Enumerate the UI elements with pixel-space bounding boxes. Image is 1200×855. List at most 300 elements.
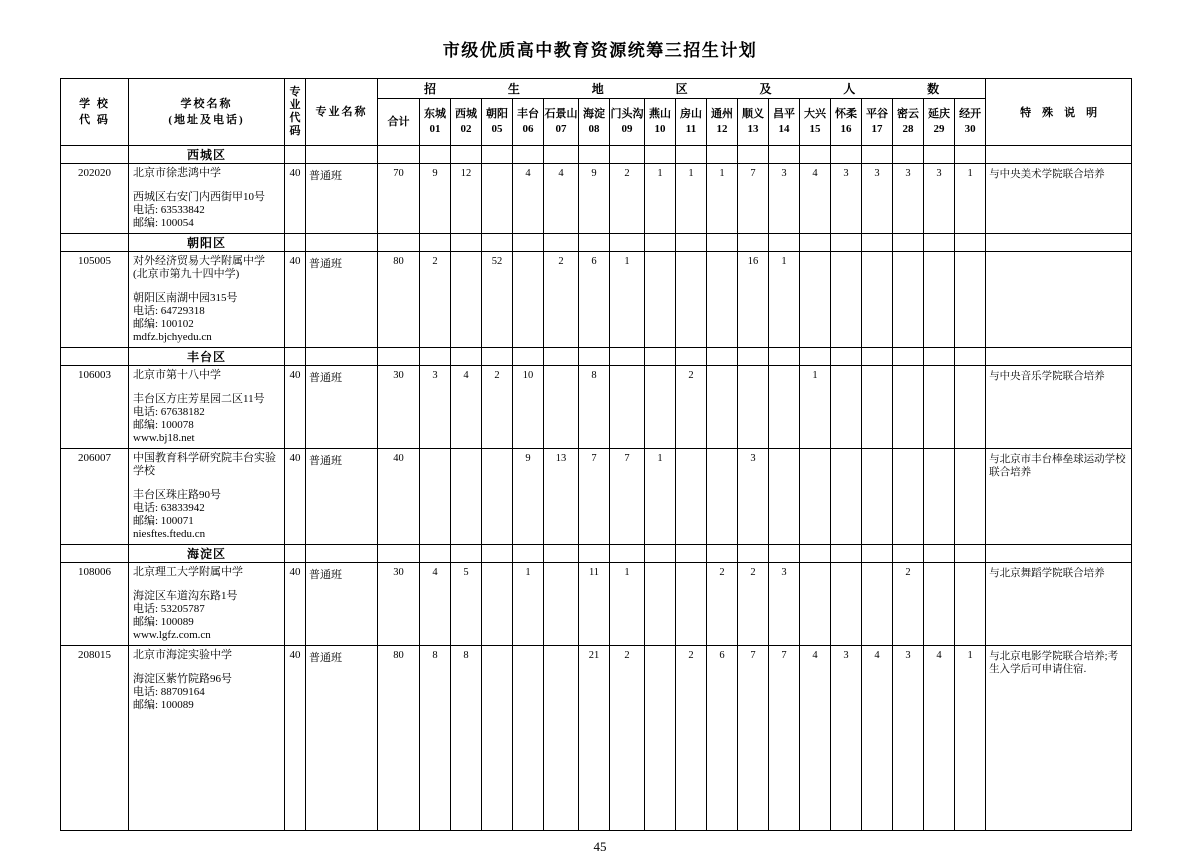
header-district-col <box>482 99 513 146</box>
header-district-col <box>420 99 451 146</box>
enrollment-value-cell: 2 <box>610 164 645 234</box>
enrollment-value-cell <box>610 366 645 449</box>
empty-cell <box>769 545 800 563</box>
enrollment-value-cell: 7 <box>579 449 610 545</box>
region-group-char: 人 <box>843 82 856 96</box>
empty-cell <box>579 545 610 563</box>
district-label: 西城区 <box>129 146 285 164</box>
enrollment-value-cell: 8 <box>451 646 482 831</box>
major-code-cell: 40 <box>285 646 306 831</box>
region-group-char: 生 <box>507 82 520 96</box>
district-col-num: 30 <box>964 123 976 135</box>
empty-cell <box>738 146 769 164</box>
header-school-name-line1: 学校名称 <box>180 98 233 110</box>
region-group-char: 地 <box>591 82 604 96</box>
enrollment-value-cell: 3 <box>893 164 924 234</box>
empty-cell <box>610 545 645 563</box>
empty-cell <box>61 348 129 366</box>
header-district-col <box>769 99 800 146</box>
empty-cell <box>738 234 769 252</box>
school-address: 丰台区方庄芳星园二区11号 <box>133 393 265 405</box>
enrollment-value-cell <box>676 449 707 545</box>
region-group-char: 及 <box>759 82 772 96</box>
district-col-name: 朝阳 <box>486 108 508 120</box>
empty-cell <box>893 348 924 366</box>
enrollment-value-cell: 11 <box>579 563 610 646</box>
enrollment-value-cell: 16 <box>738 252 769 348</box>
empty-cell <box>61 146 129 164</box>
empty-cell <box>378 545 420 563</box>
district-row <box>61 545 1132 563</box>
enrollment-value-cell: 4 <box>451 366 482 449</box>
page-title: 市级优质高中教育资源统筹三招生计划 <box>442 41 758 60</box>
region-group-char: 数 <box>927 82 940 96</box>
special-note-cell: 与北京舞蹈学院联合培养 <box>986 563 1132 646</box>
enrollment-value-cell <box>676 252 707 348</box>
school-name-cell <box>129 646 285 831</box>
empty-cell <box>513 234 544 252</box>
enrollment-value-cell: 2 <box>420 252 451 348</box>
enrollment-value-cell <box>924 449 955 545</box>
school-address: 海淀区车道沟东路1号 <box>133 590 238 602</box>
school-row <box>61 449 1132 545</box>
spacer <box>133 281 280 292</box>
school-website: mdfz.bjchyedu.cn <box>133 331 212 343</box>
enrollment-value-cell: 30 <box>378 366 420 449</box>
district-col-num: 12 <box>716 123 728 135</box>
enrollment-value-cell: 2 <box>707 563 738 646</box>
district-col-name: 经开 <box>959 108 982 120</box>
enrollment-value-cell: 21 <box>579 646 610 831</box>
enrollment-value-cell: 4 <box>513 164 544 234</box>
enrollment-value-cell: 3 <box>924 164 955 234</box>
header-district-col <box>831 99 862 146</box>
school-website: www.lgfz.com.cn <box>133 629 211 641</box>
enrollment-value-cell <box>831 366 862 449</box>
enrollment-value-cell <box>862 449 893 545</box>
enrollment-value-cell <box>955 252 986 348</box>
district-label: 海淀区 <box>129 545 285 563</box>
empty-cell <box>610 146 645 164</box>
school-website: www.bj18.net <box>133 432 195 444</box>
district-col-name: 密云 <box>897 108 919 120</box>
empty-cell <box>451 545 482 563</box>
enrollment-value-cell: 2 <box>610 646 645 831</box>
special-note-cell: 与中央美术学院联合培养 <box>986 164 1132 234</box>
enrollment-value-cell: 9 <box>513 449 544 545</box>
enrollment-value-cell: 7 <box>738 164 769 234</box>
empty-cell <box>800 348 831 366</box>
enrollment-value-cell: 1 <box>513 563 544 646</box>
school-phone: 电话: 63833942 <box>133 502 205 514</box>
major-name-cell: 普通班 <box>306 252 378 348</box>
enrollment-value-cell: 1 <box>676 164 707 234</box>
empty-cell <box>831 146 862 164</box>
district-col-num: 05 <box>491 123 503 135</box>
header-district-col <box>955 99 986 146</box>
enrollment-value-cell: 80 <box>378 646 420 831</box>
enrollment-value-cell: 2 <box>893 563 924 646</box>
school-address: 海淀区紫竹院路96号 <box>133 673 232 685</box>
district-col-num: 01 <box>429 123 441 135</box>
empty-cell <box>482 146 513 164</box>
empty-cell <box>893 234 924 252</box>
enrollment-value-cell: 1 <box>610 252 645 348</box>
enrollment-value-cell: 2 <box>482 366 513 449</box>
enrollment-value-cell <box>955 563 986 646</box>
enrollment-value-cell: 2 <box>676 646 707 831</box>
empty-cell <box>513 146 544 164</box>
enrollment-value-cell <box>862 252 893 348</box>
special-note-cell: 与北京电影学院联合培养;考生入学后可申请住宿. <box>986 646 1132 831</box>
header-school-code-line2: 代 码 <box>79 114 110 126</box>
enrollment-value-cell <box>513 252 544 348</box>
empty-cell <box>769 234 800 252</box>
major-code-cell: 40 <box>285 164 306 234</box>
empty-cell <box>285 234 306 252</box>
enrollment-value-cell <box>955 366 986 449</box>
enrollment-value-cell: 13 <box>544 449 579 545</box>
enrollment-table <box>60 78 1132 831</box>
header-major-code <box>285 79 306 146</box>
major-code-cell: 40 <box>285 366 306 449</box>
district-col-num: 17 <box>871 123 883 135</box>
major-name-cell: 普通班 <box>306 366 378 449</box>
empty-cell <box>610 234 645 252</box>
empty-cell <box>306 146 378 164</box>
enrollment-value-cell: 4 <box>800 646 831 831</box>
district-col-num: 09 <box>621 123 633 135</box>
enrollment-value-cell: 6 <box>579 252 610 348</box>
empty-cell <box>482 234 513 252</box>
enrollment-value-cell: 1 <box>707 164 738 234</box>
enrollment-value-cell <box>645 563 676 646</box>
empty-cell <box>831 348 862 366</box>
school-name: 对外经济贸易大学附属中学 <box>133 255 265 267</box>
major-code-cell: 40 <box>285 449 306 545</box>
empty-cell <box>451 348 482 366</box>
enrollment-value-cell <box>707 366 738 449</box>
enrollment-value-cell: 70 <box>378 164 420 234</box>
enrollment-value-cell: 9 <box>579 164 610 234</box>
empty-cell <box>451 146 482 164</box>
district-col-name: 石景山 <box>544 108 578 120</box>
school-phone: 电话: 64729318 <box>133 305 205 317</box>
empty-cell <box>955 234 986 252</box>
empty-cell <box>285 146 306 164</box>
spacer <box>133 478 280 489</box>
empty-cell <box>924 348 955 366</box>
district-col-num: 08 <box>588 123 600 135</box>
header-major-name-text: 专业名称 <box>315 106 368 118</box>
enrollment-value-cell <box>955 449 986 545</box>
district-col-name: 大兴 <box>804 108 826 120</box>
header-district-col <box>579 99 610 146</box>
enrollment-value-cell <box>924 366 955 449</box>
empty-cell <box>955 348 986 366</box>
enrollment-value-cell <box>645 366 676 449</box>
header-district-col <box>451 99 482 146</box>
empty-cell <box>769 146 800 164</box>
enrollment-value-cell <box>862 366 893 449</box>
empty-cell <box>420 146 451 164</box>
enrollment-value-cell: 2 <box>544 252 579 348</box>
enrollment-value-cell <box>645 252 676 348</box>
enrollment-value-cell: 3 <box>893 646 924 831</box>
district-row <box>61 348 1132 366</box>
enrollment-value-cell <box>738 366 769 449</box>
empty-cell <box>544 545 579 563</box>
enrollment-value-cell: 1 <box>769 252 800 348</box>
major-name-cell: 普通班 <box>306 563 378 646</box>
empty-cell <box>676 348 707 366</box>
empty-cell <box>800 146 831 164</box>
header-district-col <box>544 99 579 146</box>
enrollment-value-cell: 7 <box>769 646 800 831</box>
empty-cell <box>285 545 306 563</box>
enrollment-value-cell <box>893 252 924 348</box>
school-zip: 邮编: 100089 <box>133 699 194 711</box>
enrollment-value-cell: 9 <box>420 164 451 234</box>
empty-cell <box>707 146 738 164</box>
enrollment-value-cell: 2 <box>676 366 707 449</box>
enrollment-value-cell <box>482 563 513 646</box>
school-address: 西城区右安门内西街甲10号 <box>133 191 265 203</box>
empty-cell <box>61 545 129 563</box>
header-special-note: 特殊说明 <box>986 79 1132 146</box>
empty-cell <box>955 146 986 164</box>
empty-cell <box>482 348 513 366</box>
school-row <box>61 646 1132 831</box>
empty-cell <box>61 234 129 252</box>
empty-cell <box>986 348 1132 366</box>
district-col-name: 西城 <box>455 108 477 120</box>
empty-cell <box>482 545 513 563</box>
empty-cell <box>306 234 378 252</box>
empty-cell <box>924 146 955 164</box>
district-col-name: 海淀 <box>583 108 605 120</box>
enrollment-value-cell <box>893 449 924 545</box>
empty-cell <box>378 234 420 252</box>
header-district-col <box>862 99 893 146</box>
empty-cell <box>955 545 986 563</box>
empty-cell <box>862 348 893 366</box>
empty-cell <box>986 234 1132 252</box>
header-district-col <box>610 99 645 146</box>
special-note-cell <box>986 252 1132 348</box>
district-row <box>61 146 1132 164</box>
enrollment-value-cell: 1 <box>645 449 676 545</box>
empty-cell <box>306 545 378 563</box>
school-name: 北京市徐悲鸿中学 <box>133 167 221 179</box>
district-col-num: 10 <box>654 123 666 135</box>
school-address: 朝阳区南湖中园315号 <box>133 292 238 304</box>
enrollment-value-cell: 3 <box>738 449 769 545</box>
school-zip: 邮编: 100102 <box>133 318 194 330</box>
empty-cell <box>831 234 862 252</box>
empty-cell <box>544 348 579 366</box>
school-website: niesftes.ftedu.cn <box>133 528 206 540</box>
district-col-name: 门头沟 <box>610 108 644 120</box>
district-col-name: 顺义 <box>742 108 764 120</box>
district-col-num: 07 <box>555 123 567 135</box>
enrollment-value-cell: 8 <box>579 366 610 449</box>
enrollment-value-cell <box>482 164 513 234</box>
empty-cell <box>707 348 738 366</box>
enrollment-value-cell <box>831 252 862 348</box>
header-district-col <box>707 99 738 146</box>
school-phone: 电话: 67638182 <box>133 406 205 418</box>
school-name: 北京市第十八中学 <box>133 369 221 381</box>
empty-cell <box>676 234 707 252</box>
spacer <box>133 382 280 393</box>
enrollment-value-cell: 3 <box>769 563 800 646</box>
enrollment-value-cell <box>800 449 831 545</box>
enrollment-value-cell <box>769 366 800 449</box>
school-name-cell <box>129 366 285 449</box>
header-district-col <box>645 99 676 146</box>
district-col-name: 怀柔 <box>835 108 857 120</box>
enrollment-value-cell: 4 <box>544 164 579 234</box>
enrollment-value-cell: 4 <box>800 164 831 234</box>
empty-cell <box>707 545 738 563</box>
school-row <box>61 563 1132 646</box>
empty-cell <box>738 545 769 563</box>
district-col-num: 28 <box>902 123 914 135</box>
enrollment-value-cell: 12 <box>451 164 482 234</box>
enrollment-value-cell: 3 <box>420 366 451 449</box>
header-major-name <box>306 79 378 146</box>
district-row <box>61 234 1132 252</box>
header-district-col <box>924 99 955 146</box>
enrollment-value-cell: 5 <box>451 563 482 646</box>
empty-cell <box>831 545 862 563</box>
empty-cell <box>285 348 306 366</box>
header-region-group <box>378 79 986 99</box>
empty-cell <box>738 348 769 366</box>
school-name: 北京市海淀实验中学 <box>133 649 232 661</box>
empty-cell <box>676 545 707 563</box>
enrollment-value-cell: 7 <box>738 646 769 831</box>
district-col-num: 13 <box>747 123 759 135</box>
empty-cell <box>306 348 378 366</box>
page-number: 45 <box>593 839 607 854</box>
header-district-col <box>513 99 544 146</box>
enrollment-value-cell <box>924 563 955 646</box>
school-phone: 电话: 63533842 <box>133 204 205 216</box>
empty-cell <box>579 146 610 164</box>
enrollment-value-cell <box>862 563 893 646</box>
enrollment-value-cell: 2 <box>738 563 769 646</box>
special-note-cell: 与北京市丰台棒垒球运动学校联合培养 <box>986 449 1132 545</box>
empty-cell <box>579 348 610 366</box>
district-label: 朝阳区 <box>129 234 285 252</box>
header-district-col <box>893 99 924 146</box>
school-zip: 邮编: 100078 <box>133 419 194 431</box>
header-school-code <box>61 79 129 146</box>
school-name-alt: (北京市第九十四中学) <box>133 268 240 280</box>
enrollment-value-cell: 30 <box>378 563 420 646</box>
enrollment-value-cell <box>451 252 482 348</box>
school-code-cell: 108006 <box>61 563 129 646</box>
enrollment-value-cell: 3 <box>831 164 862 234</box>
enrollment-value-cell: 4 <box>420 563 451 646</box>
school-code-cell: 208015 <box>61 646 129 831</box>
enrollment-value-cell <box>800 252 831 348</box>
school-zip: 邮编: 100089 <box>133 616 194 628</box>
enrollment-value-cell <box>800 563 831 646</box>
spacer <box>133 180 280 191</box>
enrollment-value-cell <box>769 449 800 545</box>
enrollment-value-cell: 3 <box>831 646 862 831</box>
region-group-char: 招 <box>424 82 437 96</box>
empty-cell <box>513 348 544 366</box>
district-col-num: 06 <box>522 123 534 135</box>
enrollment-value-cell: 1 <box>800 366 831 449</box>
enrollment-value-cell <box>924 252 955 348</box>
school-phone: 电话: 53205787 <box>133 603 205 615</box>
district-col-num: 02 <box>460 123 472 135</box>
enrollment-value-cell: 1 <box>610 563 645 646</box>
enrollment-value-cell: 4 <box>862 646 893 831</box>
enrollment-value-cell: 1 <box>955 164 986 234</box>
school-row <box>61 164 1132 234</box>
empty-cell <box>544 146 579 164</box>
enrollment-value-cell: 80 <box>378 252 420 348</box>
school-name: 北京理工大学附属中学 <box>133 566 243 578</box>
header-district-col <box>738 99 769 146</box>
district-label: 丰台区 <box>129 348 285 366</box>
district-col-num: 29 <box>933 123 945 135</box>
empty-cell <box>645 146 676 164</box>
enrollment-value-cell: 8 <box>420 646 451 831</box>
enrollment-value-cell <box>707 252 738 348</box>
empty-cell <box>378 146 420 164</box>
empty-cell <box>924 234 955 252</box>
empty-cell <box>610 348 645 366</box>
spacer <box>133 662 280 673</box>
school-name-cell <box>129 563 285 646</box>
empty-cell <box>707 234 738 252</box>
district-col-name: 平谷 <box>866 108 888 120</box>
district-col-name: 丰台 <box>517 108 539 120</box>
school-zip: 邮编: 100054 <box>133 217 194 229</box>
empty-cell <box>986 545 1132 563</box>
empty-cell <box>893 146 924 164</box>
major-name-cell: 普通班 <box>306 646 378 831</box>
enrollment-value-cell <box>451 449 482 545</box>
empty-cell <box>769 348 800 366</box>
enrollment-value-cell <box>893 366 924 449</box>
school-row <box>61 252 1132 348</box>
empty-cell <box>645 545 676 563</box>
enrollment-value-cell: 40 <box>378 449 420 545</box>
major-code-cell: 40 <box>285 252 306 348</box>
school-name: 中国教育科学研究院丰台实验学校 <box>133 452 276 477</box>
major-code-cell: 40 <box>285 563 306 646</box>
enrollment-value-cell <box>544 366 579 449</box>
district-col-num: 11 <box>685 123 697 135</box>
district-col-num: 16 <box>840 123 852 135</box>
enrollment-value-cell: 4 <box>924 646 955 831</box>
enrollment-value-cell: 3 <box>862 164 893 234</box>
enrollment-value-cell: 1 <box>955 646 986 831</box>
enrollment-value-cell <box>831 449 862 545</box>
empty-cell <box>420 545 451 563</box>
header-school-name <box>129 79 285 146</box>
enrollment-value-cell <box>544 646 579 831</box>
header-district-col <box>800 99 831 146</box>
